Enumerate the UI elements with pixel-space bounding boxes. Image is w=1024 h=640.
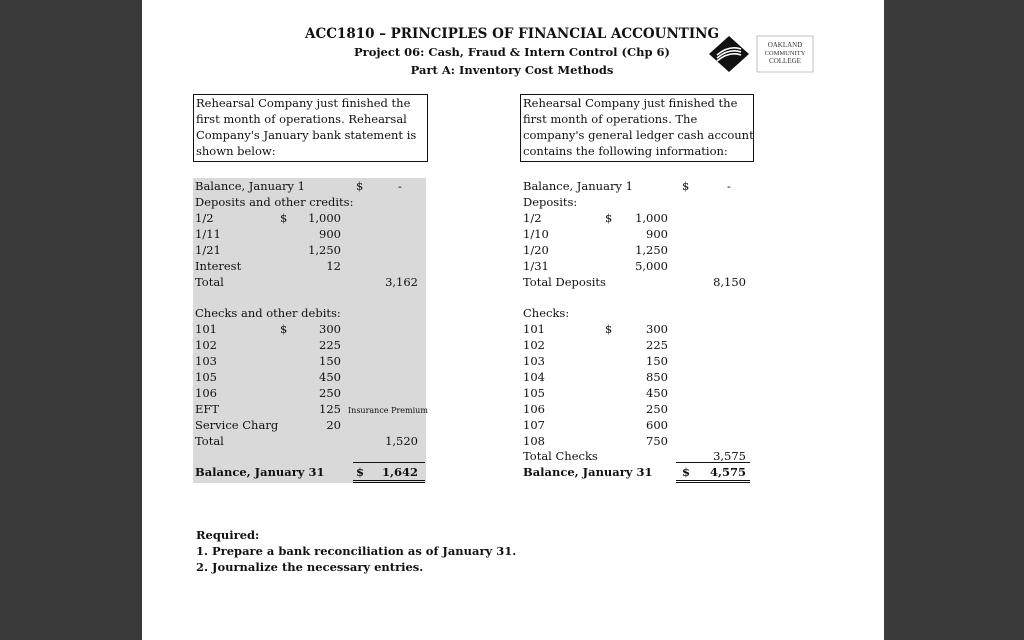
ledger-deposits-heading: Deposits:	[523, 195, 578, 209]
ledger-check-label: 106	[523, 402, 545, 416]
bank-check-label: EFT	[195, 402, 220, 416]
bank-deposit-currency: $	[280, 211, 288, 225]
ledger-closing-currency: $	[682, 465, 691, 479]
ledger-intro-line: contains the following information:	[523, 144, 728, 158]
ledger-closing-value: 4,575	[709, 465, 746, 479]
bank-deposits-total: 3,162	[385, 275, 418, 289]
ledger-deposit-label: 1/2	[523, 211, 542, 225]
bank-intro-box	[193, 94, 428, 162]
ledger-check-label: 101	[523, 322, 545, 336]
eft-note: Insurance Premium	[348, 406, 428, 415]
bank-deposit-label: 1/11	[195, 227, 221, 241]
bank-checks-total-label: Total	[195, 434, 224, 448]
ledger-deposit-label: 1/31	[523, 259, 549, 273]
ledger-intro-line: company's general ledger cash account	[523, 128, 754, 142]
ledger-check-label: 108	[523, 434, 545, 448]
ledger-checks-total: 3,575	[713, 449, 746, 463]
logo-line-2: COMMUNITY	[764, 50, 806, 57]
bank-opening-value: -	[398, 179, 402, 193]
ledger-deposit-amount: 1,000	[635, 211, 668, 225]
bank-opening-label: Balance, January 1	[195, 179, 305, 193]
bank-intro-line: Company's January bank statement is	[196, 128, 417, 142]
bank-deposit-amount: 12	[326, 259, 341, 273]
bank-check-amount: 150	[319, 354, 341, 368]
bank-deposit-amount: 1,000	[308, 211, 341, 225]
bank-check-amount: 125	[319, 402, 341, 416]
bank-deposit-label: 1/2	[195, 211, 214, 225]
ledger-deposit-label: 1/20	[523, 243, 549, 257]
ledger-check-amount: 150	[646, 354, 668, 368]
ledger-opening-currency: $	[682, 179, 690, 193]
bank-deposit-label: 1/21	[195, 243, 221, 257]
course-title: ACC1810 – PRINCIPLES OF FINANCIAL ACCOUNTING	[304, 26, 720, 42]
bank-check-label: Service Charg	[195, 418, 279, 432]
bank-checks-heading: Checks and other debits:	[195, 306, 341, 320]
bank-check-amount: 300	[319, 322, 341, 336]
ledger-deposit-label: 1/10	[523, 227, 549, 241]
bank-check-label: 101	[195, 322, 217, 336]
logo-line-3: COLLEGE	[769, 57, 801, 65]
bank-deposits-heading: Deposits and other credits:	[195, 195, 354, 209]
bank-check-currency: $	[280, 322, 288, 336]
oakland-college-logo	[707, 33, 815, 75]
bank-closing-currency: $	[356, 465, 365, 479]
ledger-check-label: 105	[523, 386, 545, 400]
ledger-check-label: 103	[523, 354, 545, 368]
bank-deposit-amount: 900	[319, 227, 341, 241]
required-item: 2. Journalize the necessary entries.	[196, 560, 424, 574]
bank-deposit-label: Interest	[195, 259, 242, 273]
bank-closing-double-rule	[353, 482, 425, 483]
ledger-intro-line: Rehearsal Company just finished the	[523, 96, 738, 110]
ledger-check-amount: 450	[646, 386, 668, 400]
bank-check-amount: 450	[319, 370, 341, 384]
logo-line-1: OAKLAND	[767, 41, 803, 49]
bank-intro-line: Rehearsal Company just finished the	[196, 96, 411, 110]
bank-check-label: 102	[195, 338, 217, 352]
ledger-check-label: 102	[523, 338, 545, 352]
bank-check-amount: 20	[326, 418, 341, 432]
ledger-check-amount: 250	[646, 402, 668, 416]
ledger-intro-line: first month of operations. The	[523, 112, 698, 126]
bank-intro-line: shown below:	[196, 144, 276, 158]
bank-closing-double-rule	[353, 480, 425, 481]
ledger-closing-label: Balance, January 31	[523, 465, 653, 479]
ledger-check-label: 104	[523, 370, 545, 384]
ledger-opening-label: Balance, January 1	[523, 179, 633, 193]
project-title: Project 06: Cash, Fraud & Intern Control (Chp 6)	[354, 45, 670, 59]
bank-closing-value: 1,642	[381, 465, 418, 479]
ledger-intro-box	[520, 94, 754, 162]
bank-intro-line: first month of operations. Rehearsal	[196, 112, 407, 126]
required-heading: Required:	[196, 528, 260, 542]
ledger-checks-heading: Checks:	[523, 306, 570, 320]
ledger-check-currency: $	[605, 322, 613, 336]
document-page	[142, 0, 884, 640]
bank-check-amount: 250	[319, 386, 341, 400]
bank-check-label: 103	[195, 354, 217, 368]
part-title: Part A: Inventory Cost Methods	[410, 63, 614, 77]
bank-deposits-total-label: Total	[195, 275, 224, 289]
bank-check-label: 106	[195, 386, 217, 400]
ledger-deposit-amount: 900	[646, 227, 668, 241]
bank-closing-top-rule	[353, 462, 425, 463]
ledger-check-amount: 750	[646, 434, 668, 448]
ledger-opening-value: -	[727, 179, 731, 193]
ledger-check-amount: 225	[646, 338, 668, 352]
bank-closing-label: Balance, January 31	[195, 465, 325, 479]
bank-check-label: 105	[195, 370, 217, 384]
bank-checks-total: 1,520	[385, 434, 418, 448]
ledger-check-amount: 850	[646, 370, 668, 384]
ledger-closing-double-rule	[676, 480, 750, 481]
ledger-deposits-total-label: Total Deposits	[523, 275, 606, 289]
ledger-deposit-amount: 5,000	[635, 259, 668, 273]
ledger-check-label: 107	[523, 418, 545, 432]
bank-opening-currency: $	[356, 179, 364, 193]
ledger-check-amount: 300	[646, 322, 668, 336]
ledger-deposits-total: 8,150	[713, 275, 746, 289]
ledger-closing-double-rule	[676, 482, 750, 483]
ledger-closing-top-rule	[676, 462, 750, 463]
ledger-deposit-currency: $	[605, 211, 613, 225]
required-item: 1. Prepare a bank reconciliation as of January 31.	[196, 544, 517, 558]
ledger-check-amount: 600	[646, 418, 668, 432]
bank-check-amount: 225	[319, 338, 341, 352]
bank-deposit-amount: 1,250	[308, 243, 341, 257]
ledger-deposit-amount: 1,250	[635, 243, 668, 257]
ledger-checks-total-label: Total Checks	[523, 449, 598, 463]
